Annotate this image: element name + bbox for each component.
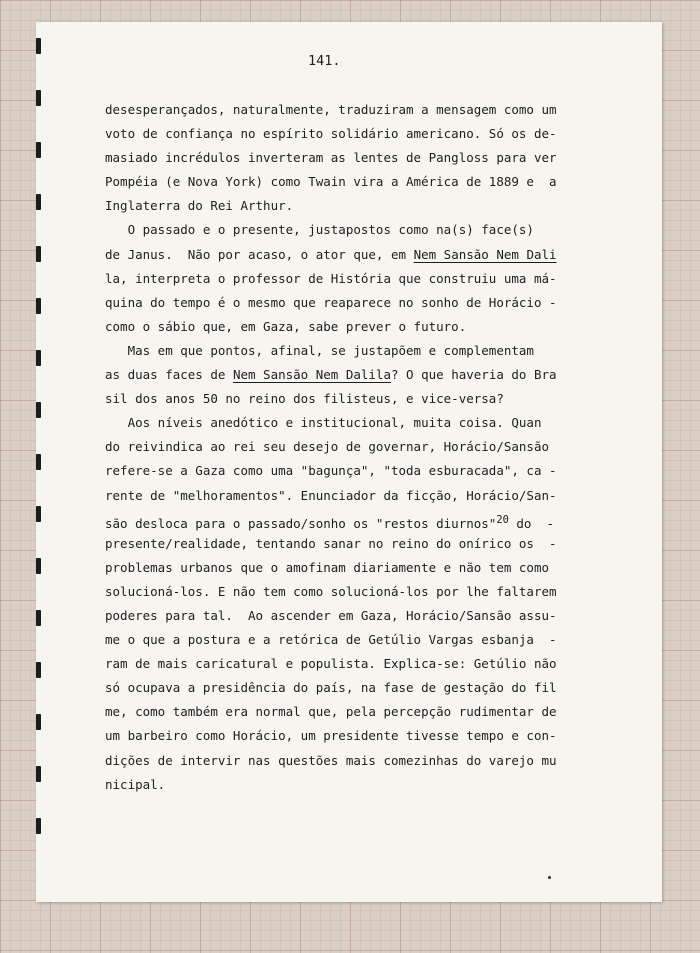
binding-hole	[36, 714, 41, 730]
text-line	[105, 363, 585, 387]
binding-hole	[36, 90, 41, 106]
footnote-ref: 20	[496, 513, 509, 526]
binding-hole	[36, 506, 41, 522]
text-line: rente de "melhoramentos". Enunciador da ficção, Horácio/San-	[105, 487, 557, 503]
text-line: sil dos anos 50 no reino dos filisteus, e vice-versa?	[105, 391, 504, 407]
text-line: solucioná-los. E não tem como solucioná-los por lhe faltarem	[105, 583, 557, 599]
binding-hole	[36, 350, 41, 366]
binding-hole	[36, 298, 41, 314]
page-number: 141.	[308, 53, 341, 69]
body-text	[105, 98, 585, 797]
text-segment: as duas faces de	[105, 367, 233, 383]
text-line: como o sábio que, em Gaza, sabe prever o futuro.	[105, 318, 467, 334]
text-line: O passado e o presente, justapostos como na(s) face(s)	[105, 222, 534, 238]
binding-hole	[36, 38, 41, 54]
text-line: Aos níveis anedótico e institucional, muita coisa. Quan	[105, 415, 542, 431]
binding-hole	[36, 662, 41, 678]
binding-hole	[36, 402, 41, 418]
film-title: Nem Sansão Nem Dalila	[232, 367, 391, 383]
binding-hole	[36, 558, 41, 574]
binding-hole	[36, 766, 41, 782]
stray-mark	[548, 876, 551, 879]
text-segment: do -	[508, 515, 555, 531]
text-line: me o que a postura e a retórica de Getúlio Vargas esbanja -	[105, 632, 557, 648]
text-line: dições de intervir nas questões mais comezinhas do varejo mu	[105, 752, 557, 768]
binding-hole	[36, 142, 41, 158]
text-line: poderes para tal. Ao ascender em Gaza, Horácio/Sansão assu-	[105, 607, 557, 623]
text-line: me, como também era normal que, pela percepção rudimentar de	[105, 704, 557, 720]
text-line	[105, 508, 585, 532]
text-line: refere-se a Gaza como uma "bagunça", "toda esburacada", ca -	[105, 463, 557, 479]
text-line: problemas urbanos que o amofinam diariamente e não tem como	[105, 559, 550, 575]
text-line: Mas em que pontos, afinal, se justapõem e complementam	[105, 342, 534, 358]
text-line: desesperançados, naturalmente, traduziram a mensagem como um	[105, 102, 557, 117]
film-title: Nem Sansão Nem Dali	[413, 246, 557, 262]
text-line: presente/realidade, tentando sanar no reino do onírico os -	[105, 535, 557, 551]
text-line: masiado incrédulos inverteram as lentes de Pangloss para ver	[105, 150, 557, 166]
text-segment: ? O que haveria do Bra	[390, 367, 557, 383]
text-line: quina do tempo é o mesmo que reaparece no sonho de Horácio -	[105, 294, 557, 310]
text-segment: de Janus. Não por acaso, o ator que, em	[105, 246, 414, 262]
text-segment: são desloca para o passado/sonho os "restos diurnos"	[105, 515, 497, 531]
text-line: nicipal.	[105, 776, 166, 792]
binding-hole	[36, 818, 41, 834]
text-line: voto de confiança no espírito solidário americano. Só os de-	[105, 126, 557, 142]
text-line: ram de mais caricatural e populista. Explica-se: Getúlio não	[105, 656, 557, 672]
binding-hole	[36, 246, 41, 262]
text-line: do reivindica ao rei seu desejo de governar, Horácio/Sansão	[105, 439, 550, 455]
binding-hole	[36, 454, 41, 470]
text-line: Inglaterra do Rei Arthur.	[105, 198, 294, 214]
text-line: Pompéia (e Nova York) como Twain vira a América de 1889 e a	[105, 174, 557, 190]
text-line: la, interpreta o professor de História que construiu uma má-	[105, 270, 557, 286]
text-line: um barbeiro como Horácio, um presidente tivesse tempo e con-	[105, 728, 557, 744]
text-line	[105, 243, 585, 267]
binding-hole	[36, 194, 41, 210]
text-line: só ocupava a presidência do país, na fase de gestação do fil	[105, 680, 557, 696]
binding-hole	[36, 610, 41, 626]
